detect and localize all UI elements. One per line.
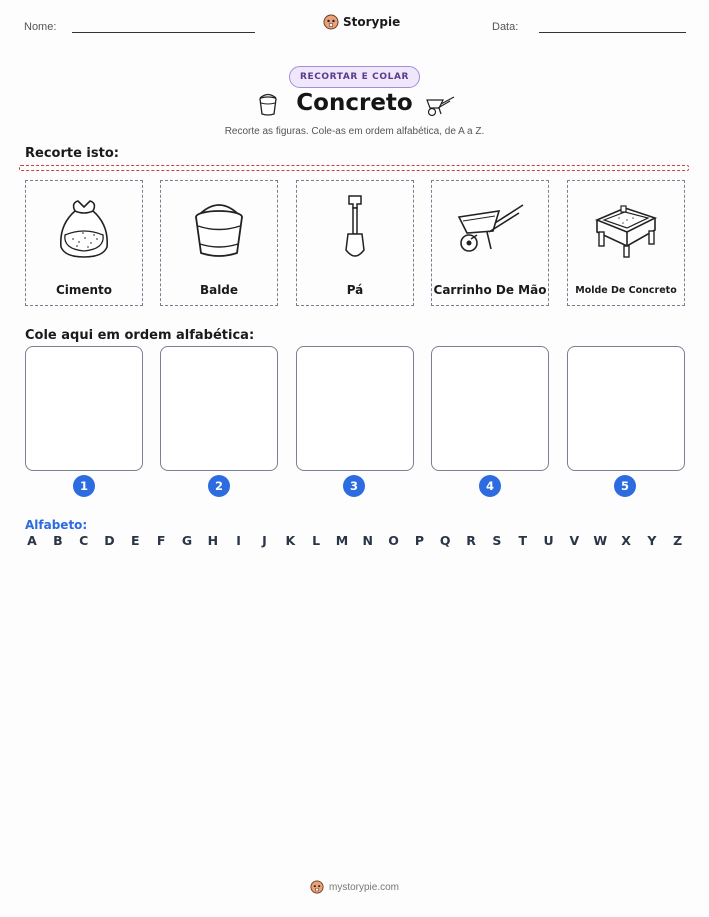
card-label: Carrinho De Mão — [433, 283, 547, 297]
instructions: Recorte as figuras. Cole-as em ordem alfabética, de A a Z. — [224, 126, 485, 137]
alphabet-letter: D — [104, 533, 115, 548]
card-label: Cimento — [55, 283, 113, 297]
alphabet-letter: G — [181, 533, 193, 548]
paste-slot[interactable] — [25, 346, 143, 471]
alphabet-row — [25, 533, 685, 548]
alphabet-letter: N — [362, 533, 373, 548]
alphabet-letter: L — [312, 533, 321, 548]
cut-card-carrinho[interactable] — [431, 180, 549, 306]
storypie-logo — [323, 14, 400, 30]
cut-card-molde[interactable] — [567, 180, 685, 306]
alphabet-letter: W — [593, 533, 608, 548]
alphabet-letter: M — [335, 533, 349, 548]
alphabet-letter: P — [414, 533, 424, 548]
card-label: Pá — [346, 283, 364, 297]
beaver-mascot-icon — [323, 14, 339, 30]
alphabet-letter: Z — [673, 533, 683, 548]
activity-badge: RECORTAR E COLAR — [289, 66, 420, 88]
wheelbarrow-icon — [453, 199, 527, 259]
bucket-icon — [190, 197, 248, 261]
alphabet-letter: K — [285, 533, 296, 548]
alphabet-letter: H — [207, 533, 219, 548]
alphabet-letter: E — [131, 533, 140, 548]
alphabet-letter: V — [569, 533, 580, 548]
footer — [0, 880, 709, 894]
slot-number: 3 — [343, 475, 365, 497]
paste-section-heading: Cole aqui em ordem alfabética: — [25, 328, 255, 343]
alphabet-letter: T — [518, 533, 527, 548]
wheelbarrow-icon — [424, 95, 456, 117]
alphabet-heading: Alfabeto: — [25, 518, 88, 532]
alphabet-letter: S — [492, 533, 502, 548]
card-label: Molde De Concreto — [575, 285, 677, 296]
paste-slot[interactable] — [160, 346, 278, 471]
alphabet-letter: Q — [439, 533, 451, 548]
alphabet-letter: R — [466, 533, 476, 548]
slot-number: 4 — [479, 475, 501, 497]
footer-url[interactable]: mystorypie.com — [328, 881, 399, 893]
concrete-mold-icon — [591, 198, 661, 260]
name-label: Nome: — [24, 21, 57, 33]
shovel-icon — [340, 194, 370, 264]
cut-card-cimento[interactable] — [25, 180, 143, 306]
alphabet-letter: Y — [647, 533, 657, 548]
alphabet-letter: A — [27, 533, 37, 548]
slot-number: 1 — [73, 475, 95, 497]
alphabet-letter: F — [156, 533, 166, 548]
alphabet-letter: B — [53, 533, 63, 548]
alphabet-letter: U — [543, 533, 554, 548]
alphabet-letter: C — [79, 533, 89, 548]
alphabet-letter: O — [388, 533, 399, 548]
name-line[interactable] — [72, 32, 255, 33]
cut-line — [19, 165, 689, 171]
alphabet-letter: I — [236, 533, 241, 548]
page-title: Concreto — [296, 90, 413, 116]
date-label: Data: — [492, 21, 519, 33]
slot-number: 5 — [614, 475, 636, 497]
cut-card-balde[interactable] — [160, 180, 278, 306]
cut-section-heading: Recorte isto: — [25, 146, 119, 161]
cut-card-pa[interactable] — [296, 180, 414, 306]
date-line[interactable] — [539, 32, 686, 33]
paste-slot[interactable] — [431, 346, 549, 471]
paste-slot[interactable] — [567, 346, 685, 471]
alphabet-letter: J — [262, 533, 267, 548]
slot-number: 2 — [208, 475, 230, 497]
card-label: Balde — [199, 283, 239, 297]
paste-slot[interactable] — [296, 346, 414, 471]
alphabet-letter: X — [621, 533, 631, 548]
cement-bag-icon — [53, 197, 115, 261]
brand-name: Storypie — [343, 15, 401, 29]
beaver-mascot-icon — [310, 880, 324, 894]
